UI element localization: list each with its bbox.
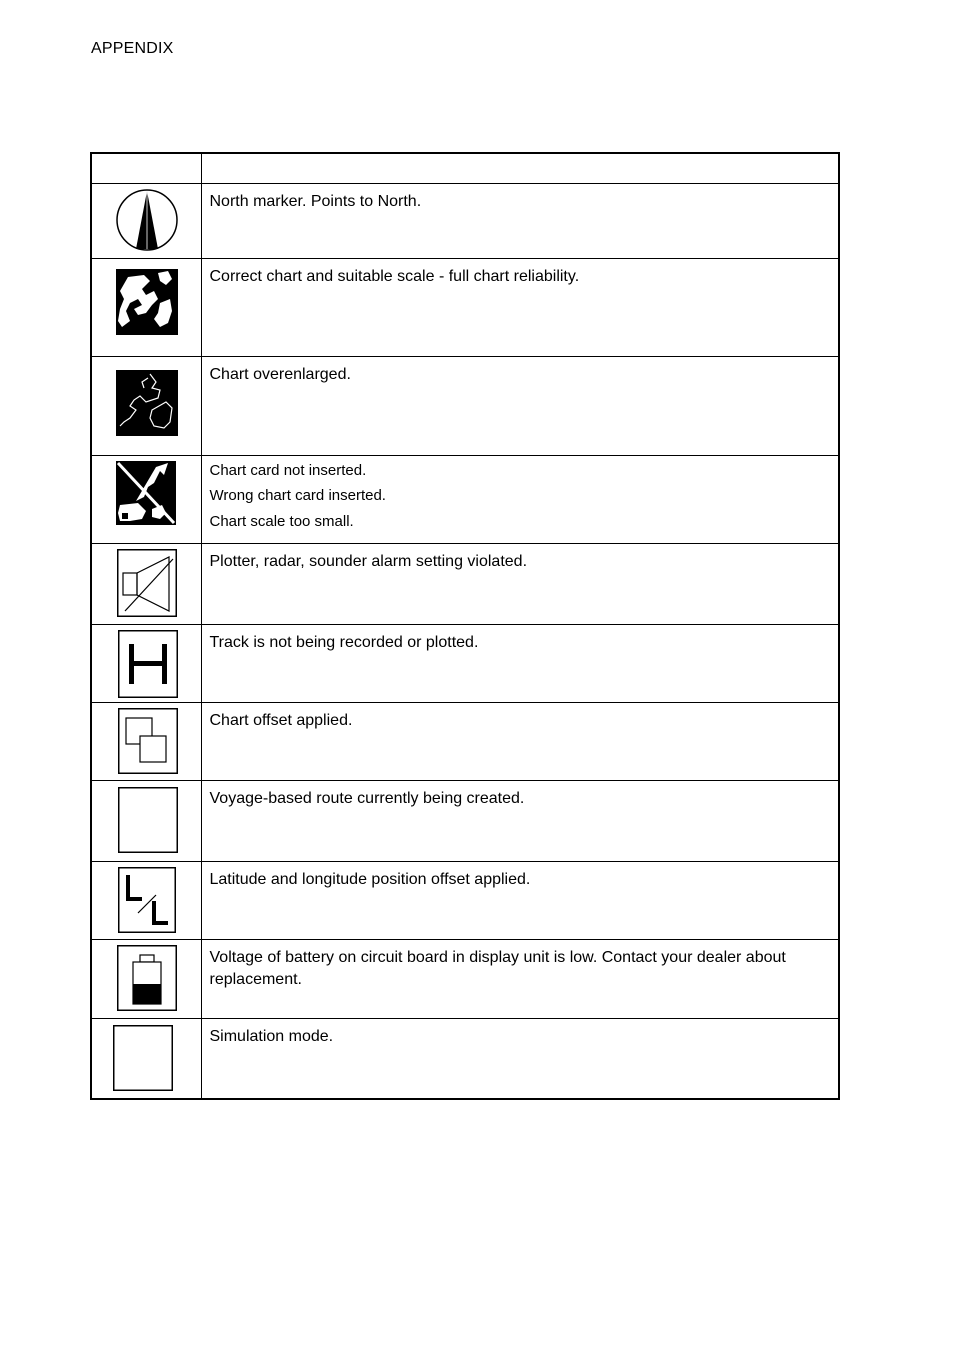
header-cell-icon (91, 153, 201, 183)
table-row (91, 624, 839, 702)
description-line: Plotter, radar, sounder alarm setting violated. (209, 552, 528, 570)
table-row (91, 455, 839, 543)
header-cell-description (201, 153, 839, 183)
description-cell (201, 455, 839, 543)
description-line: Voltage of battery on circuit board in display unit is low. Contact your dealer about replacement. (209, 948, 786, 988)
description-cell (201, 624, 839, 702)
chart-card-error-icon (116, 461, 176, 525)
description-line: Voyage-based route currently being created. (209, 789, 525, 807)
simulation-mode-icon (113, 1025, 173, 1091)
description-cell (201, 183, 839, 258)
description-cell (201, 258, 839, 356)
page-header: APPENDIX (91, 40, 174, 57)
low-battery-icon (117, 945, 177, 1011)
table-row (91, 258, 839, 356)
description-cell (201, 939, 839, 1018)
chart-reliable-icon (116, 269, 178, 335)
icon-cell (91, 861, 201, 939)
icon-cell (91, 624, 201, 702)
icon-cell (91, 1018, 201, 1099)
chart-offset-icon (118, 708, 178, 774)
table-row (91, 780, 839, 861)
description-cell (201, 780, 839, 861)
description-line: Track is not being recorded or plotted. (209, 633, 479, 651)
latlon-offset-icon (118, 867, 176, 933)
icon-cell (91, 455, 201, 543)
table-row (91, 183, 839, 258)
table-row (91, 861, 839, 939)
icon-cell (91, 939, 201, 1018)
description-line: Latitude and longitude position offset applied. (209, 870, 531, 888)
table-row (91, 939, 839, 1018)
icon-table (90, 152, 840, 1100)
chart-overenlarged-icon (116, 370, 178, 436)
icon-cell (91, 543, 201, 624)
description-line: Chart overenlarged. (209, 365, 351, 383)
table-header-row (91, 153, 839, 183)
alarm-violated-icon (117, 549, 177, 617)
description-cell (201, 702, 839, 780)
description-cell (201, 543, 839, 624)
description-cell (201, 1018, 839, 1099)
description-cell (201, 356, 839, 455)
icon-cell (91, 258, 201, 356)
icon-cell (91, 356, 201, 455)
icon-cell (91, 183, 201, 258)
description-line: North marker. Points to North. (209, 192, 422, 210)
table-row (91, 543, 839, 624)
icon-cell (91, 702, 201, 780)
description-line: Chart offset applied. (209, 711, 353, 729)
table-row (91, 1018, 839, 1099)
voyage-route-icon (118, 787, 178, 853)
description-line: Wrong chart card inserted. (209, 487, 386, 504)
description-line: Chart scale too small. (209, 512, 354, 530)
description-line: Simulation mode. (209, 1027, 334, 1045)
icon-cell (91, 780, 201, 861)
north-marker-icon (115, 188, 179, 252)
table-row (91, 356, 839, 455)
table-row (91, 702, 839, 780)
track-hold-icon (118, 630, 178, 698)
description-cell (201, 861, 839, 939)
description-line: Correct chart and suitable scale - full chart reliability. (209, 267, 580, 285)
description-line: Chart card not inserted. (209, 461, 367, 479)
